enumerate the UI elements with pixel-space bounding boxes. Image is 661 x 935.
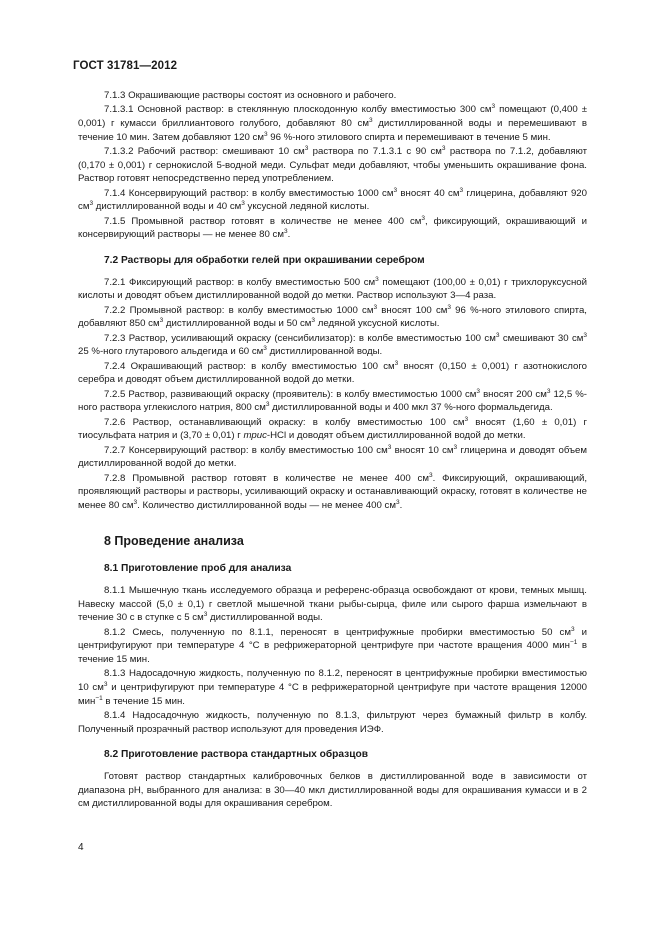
superscript: 3 <box>241 200 245 208</box>
paragraph-7-2-8 <box>78 472 587 513</box>
text-run: и центрифугируют при температуре 4 °С в рефрижераторной центрифуге при частоте вращения 12000 мин <box>78 681 588 707</box>
page-number: 4 <box>78 842 84 853</box>
superscript: 3 <box>394 359 399 367</box>
text-run: дистиллированной воды. <box>207 612 323 624</box>
text-run: и центрифугируют при температуре 4 °С в рефрижераторной центрифуге при частоте вращения 4000 мин <box>78 626 587 652</box>
superscript: 3 <box>159 317 164 325</box>
text-run: 7.1.3.2 Рабочий раствор: смешивают 10 см <box>104 146 305 157</box>
document-header: ГОСТ 31781—2012 <box>73 60 178 72</box>
superscript: 3 <box>203 611 208 619</box>
text-run: дистиллированной воды и перемешивают в течение 10 мин. Затем добавляют 120 см <box>78 118 587 143</box>
text-run: глицерина и доводят объем дистиллированной водой до метки. <box>78 444 588 470</box>
superscript: 3 <box>459 186 464 194</box>
text-run: дистиллированной воды и 40 см <box>93 201 242 213</box>
superscript: 3 <box>570 625 575 633</box>
text-run: вносят 40 см <box>397 187 460 199</box>
superscript: 3 <box>89 200 94 208</box>
superscript: 3 <box>428 471 433 479</box>
superscript: 3 <box>393 186 398 194</box>
text-run: 7.2.1 Фиксирующий раствор: в колбу вместимостью 500 см <box>104 276 376 288</box>
superscript: 3 <box>464 415 469 423</box>
text-run: 8.2 Приготовление раствора стандартных образцов <box>104 749 368 761</box>
text-run: дистиллированной воды. <box>266 346 383 358</box>
text-run: уксусной ледяной кислоты. <box>244 201 370 213</box>
paragraph-7-2-5 <box>78 388 587 415</box>
text-run: 7.2 Растворы для обработки гелей при окрашивании серебром <box>104 254 425 266</box>
superscript: 3 <box>263 345 267 353</box>
text-run: 8 Проведение анализа <box>104 533 244 548</box>
paragraph-7-1-5 <box>78 215 587 242</box>
text-run: 7.1.5 Промывной раствор готовят в количестве не менее 400 см <box>104 215 422 227</box>
text-run: . <box>287 229 291 241</box>
text-run: 8.1.2 Смесь, полученную по 8.1.1, переносят в центрифужные пробирки вместимостью 50 см <box>104 626 571 638</box>
text-run: 8.1 Приготовление проб для анализа <box>104 563 292 575</box>
text-run: помещают (0,400 ± 0,001) г кумасси бриллиантового голубого, добавляют 80 см <box>78 104 587 129</box>
superscript: 3 <box>304 145 309 152</box>
section-heading-8-2 <box>78 748 587 762</box>
text-run: . <box>399 499 403 511</box>
paragraph-8-1-2 <box>78 626 587 667</box>
superscript: 3 <box>368 117 373 124</box>
superscript: 3 <box>103 680 108 688</box>
text-run: . Фиксирующий, окрашивающий, проявляющий растворы и растворы, усиливающий окраску и останавливающий окраску, готовят в количестве не менее 80 см <box>78 472 588 511</box>
section-heading-8-1 <box>78 562 587 576</box>
superscript: 3 <box>453 443 458 451</box>
text-run: -HCl и доводят объем дистиллированной водой до метки. <box>266 430 526 442</box>
superscript: 3 <box>395 498 400 506</box>
superscript: 3 <box>447 303 451 311</box>
text-run: 7.2.5 Раствор, развивающий окраску (проявитель): в колбу вместимостью 1000 см <box>104 388 477 400</box>
text-run: в течение 15 мин. <box>102 695 185 707</box>
superscript: 3 <box>283 228 288 236</box>
superscript: 3 <box>311 317 316 325</box>
text-run: дистиллированной воды и 50 см <box>163 318 312 330</box>
paragraph-8-1-3 <box>78 667 587 708</box>
text-run: , фиксирующий, окрашивающий и консервирующий растворы — не менее 80 см <box>78 215 587 241</box>
text-run: 7.1.3.1 Основной раствор: в стеклянную плоскодонную колбу вместимостью 300 см <box>104 104 492 116</box>
paragraph-7-1-3-2 <box>78 145 587 186</box>
paragraph-7-2-7 <box>78 444 587 471</box>
text-run: раствора по 7.1.2, добавляют (0,170 ± 0,001) г сернокислой 5-водной меди. Сульфат меди добавляют, чтобы уменьшить окрашивание фона. Раствор готовят непосредственно перед употреблением. <box>78 146 588 185</box>
text-run: помещают (100,00 ± 0,01) г трихлоруксусной кислоты и доводят объем дистиллированной водой до метки. Раствор используют 3—4 раза. <box>78 276 588 302</box>
paragraph-8-1-4 <box>78 709 587 736</box>
superscript: 3 <box>373 303 378 311</box>
superscript: 3 <box>583 331 587 339</box>
text-run: 12,5 %-ного раствора углекислого натрия, 800 см <box>78 388 587 414</box>
text-run: 7.1.4 Консервирующий раствор: в колбу вместимостью 1000 см <box>104 187 394 199</box>
text-run: 8.1.3 Надосадочную жидкость, полученную по 8.1.2, переносят в центрифужные пробирки вместимостью 10 см <box>78 668 587 693</box>
text-run: . Количество дистиллированной воды — не менее 400 см <box>137 499 396 511</box>
superscript: 3 <box>476 387 481 395</box>
text-run: вносят 100 см <box>377 304 448 316</box>
text-run: 7.2.7 Консервирующий раствор: в колбу вместимостью 100 см <box>104 444 388 456</box>
text-run: вносят (1,60 ± 0,01) г тиосульфата натрия и (3,70 ± 0,01) г <box>78 416 587 442</box>
paragraph-7-2-6 <box>78 416 587 443</box>
superscript: 3 <box>263 130 268 138</box>
paragraph-7-2-4 <box>78 360 587 387</box>
superscript: 3 <box>491 103 496 111</box>
chapter-heading-8 <box>78 535 587 549</box>
text-run: 25 %-ного глутарового альдегида и 60 см <box>78 346 264 358</box>
superscript: 3 <box>133 498 138 506</box>
text-run: 7.1.3 Окрашивающие растворы состоят из основного и рабочего. <box>104 90 397 101</box>
superscript: 3 <box>441 145 446 152</box>
text-run: Готовят раствор стандартных калибровочных белков в дистиллированной воде в зависимости от диапазона pH, выбранного для анализа: в 30—40 мкл дистиллированной воды для окрашивания кумасси и в 2 см дистиллированной воды для окрашивания серебром. <box>78 770 587 810</box>
text-run: 96 %-ного этилового спирта, добавляют 850 см <box>78 304 587 330</box>
text-run: вносят (0,150 ± 0,001) г азотнокислого серебра и доводят объем дистиллированной водой до метки. <box>78 360 587 386</box>
paragraph-8-2 <box>78 770 587 811</box>
text-run: 8.1.4 Надосадочную жидкость, полученную по 8.1.3, фильтруют через бумажный фильтр в колбу. Полученный прозрачный раствор используют для проведения ИЭФ. <box>78 709 587 735</box>
superscript: −1 <box>95 694 103 702</box>
superscript: 3 <box>375 275 379 283</box>
paragraph-7-1-3 <box>78 89 587 103</box>
section-heading-7-2 <box>78 254 587 268</box>
text-run: 7.2.3 Раствор, усиливающий окраску (сенсибилизатор): в колбе вместимостью 100 см <box>104 332 496 344</box>
superscript: 3 <box>495 331 500 339</box>
superscript: −1 <box>569 639 578 647</box>
paragraph-7-2-1 <box>78 276 587 303</box>
paragraph-7-1-3-1 <box>78 103 587 144</box>
text-run: глицерина, добавляют 920 см <box>78 187 588 213</box>
text-run: смешивают 30 см <box>499 332 584 344</box>
text-run: 7.2.4 Окрашивающий раствор: в колбу вместимостью 100 см <box>104 360 395 372</box>
text-run: 7.2.8 Промывной раствор готовят в количестве не менее 400 см <box>104 472 429 484</box>
paragraph-7-1-4 <box>78 187 587 214</box>
text-run: 96 %-ного этилового спирта и перемешивают в течение 5 мин. <box>267 131 551 143</box>
paragraph-7-2-2 <box>78 304 587 331</box>
text-run: в течение 15 мин. <box>78 640 587 665</box>
text-run: вносят 10 см <box>391 444 454 456</box>
text-run: раствора по 7.1.3.1 с 90 см <box>308 146 442 157</box>
superscript: 3 <box>421 214 426 222</box>
superscript: 3 <box>546 387 551 395</box>
text-run: 8.1.1 Мышечную ткань исследуемого образца и референс-образца освобождают от крови, темных мышц. Навеску массой (5,0 ± 0,1) г светлой мышечной ткани рыбы-сырца, филе или сырого фарша измельчают в течение 30 с в ступке с 5 см <box>78 584 587 624</box>
document-body <box>78 89 587 812</box>
paragraph-7-2-3 <box>78 332 587 359</box>
text-run: вносят 200 см <box>480 388 547 400</box>
text-run: 7.2.2 Промывной раствор: в колбу вместимостью 1000 см <box>104 304 374 316</box>
superscript: 3 <box>265 401 270 409</box>
superscript: 3 <box>387 443 392 451</box>
italic-text: трис <box>243 430 267 442</box>
text-run: 7.2.6 Раствор, останавливающий окраску: в колбу вместимостью 100 см <box>104 416 465 428</box>
text-run: ледяной уксусной кислоты. <box>315 318 440 330</box>
text-run: дистиллированной воды и 400 мкл 37 %-ного формальдегида. <box>269 402 553 414</box>
paragraph-8-1-1 <box>78 584 587 625</box>
